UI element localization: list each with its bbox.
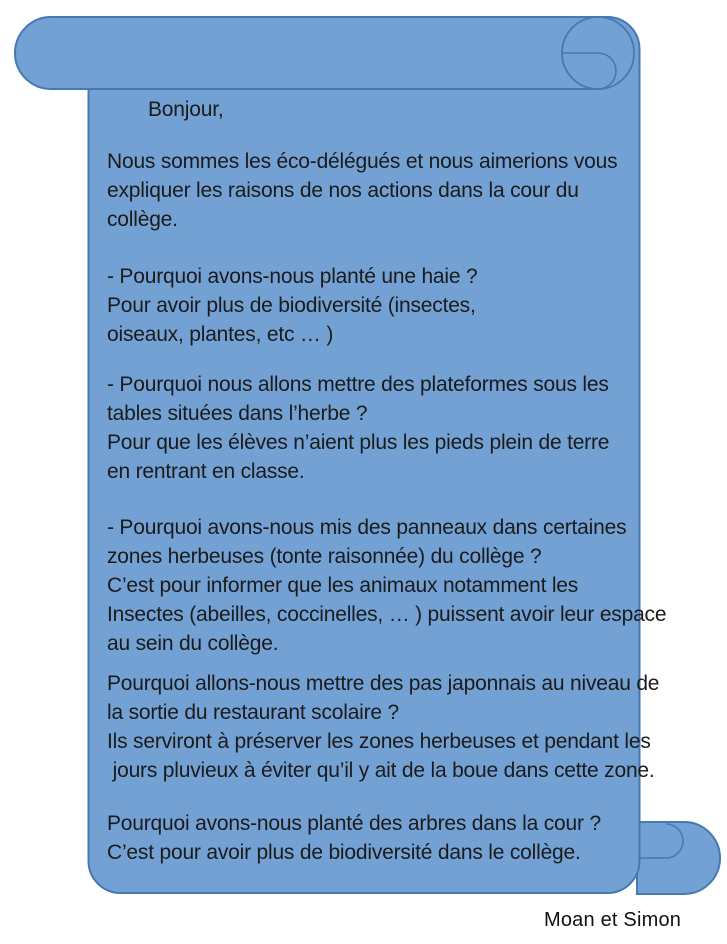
signature: Moan et Simon bbox=[544, 909, 682, 931]
letter-line: Ils serviront à préserver les zones herbeuses et pendant les bbox=[107, 730, 651, 753]
letter-line: jours pluvieux à éviter qu’il y ait de la boue dans cette zone. bbox=[107, 759, 655, 782]
letter-line: en rentrant en classe. bbox=[107, 460, 305, 483]
letter-line: Pourquoi allons-nous mettre des pas japonnais au niveau de bbox=[107, 672, 660, 695]
letter-greeting: Bonjour, bbox=[148, 98, 224, 121]
letter-paragraph-haie bbox=[107, 262, 667, 349]
letter-line: tables situées dans l’herbe ? bbox=[107, 402, 368, 425]
letter-line: la sortie du restaurant scolaire ? bbox=[107, 701, 400, 724]
letter-line: expliquer les raisons de nos actions dans la cour du bbox=[107, 179, 579, 202]
letter-line: zones herbeuses (tonte raisonnée) du collège ? bbox=[107, 545, 542, 568]
letter-line: - Pourquoi nous allons mettre des plateformes sous les bbox=[107, 373, 609, 396]
letter-paragraph-pas-japonnais bbox=[107, 669, 667, 785]
letter-paragraph-plateformes bbox=[107, 370, 667, 486]
letter-line: oiseaux, plantes, etc … ) bbox=[107, 323, 334, 346]
letter-line: collège. bbox=[107, 208, 178, 231]
letter-line: Pour que les élèves n’aient plus les pieds plein de terre bbox=[107, 431, 610, 454]
letter-line: - Pourquoi avons-nous planté une haie ? bbox=[107, 265, 478, 288]
letter-line: Pour avoir plus de biodiversité (insectes, bbox=[107, 294, 476, 317]
letter-line: C’est pour informer que les animaux notamment les bbox=[107, 574, 579, 597]
letter-line: Pourquoi avons-nous planté des arbres dans la cour ? bbox=[107, 812, 601, 835]
letter-paragraph-panneaux bbox=[107, 513, 667, 658]
letter-paragraph-arbres bbox=[107, 809, 667, 867]
letter-line: Nous sommes les éco-délégués et nous aimerions vous bbox=[107, 150, 618, 173]
letter-line: Insectes (abeilles, coccinelles, … ) puissent avoir leur espace bbox=[107, 603, 667, 626]
letter-paragraph-intro bbox=[107, 147, 667, 234]
letter-line: - Pourquoi avons-nous mis des panneaux dans certaines bbox=[107, 516, 627, 539]
letter-line: au sein du collège. bbox=[107, 632, 279, 655]
letter-line: C’est pour avoir plus de biodiversité dans le collège. bbox=[107, 841, 581, 864]
